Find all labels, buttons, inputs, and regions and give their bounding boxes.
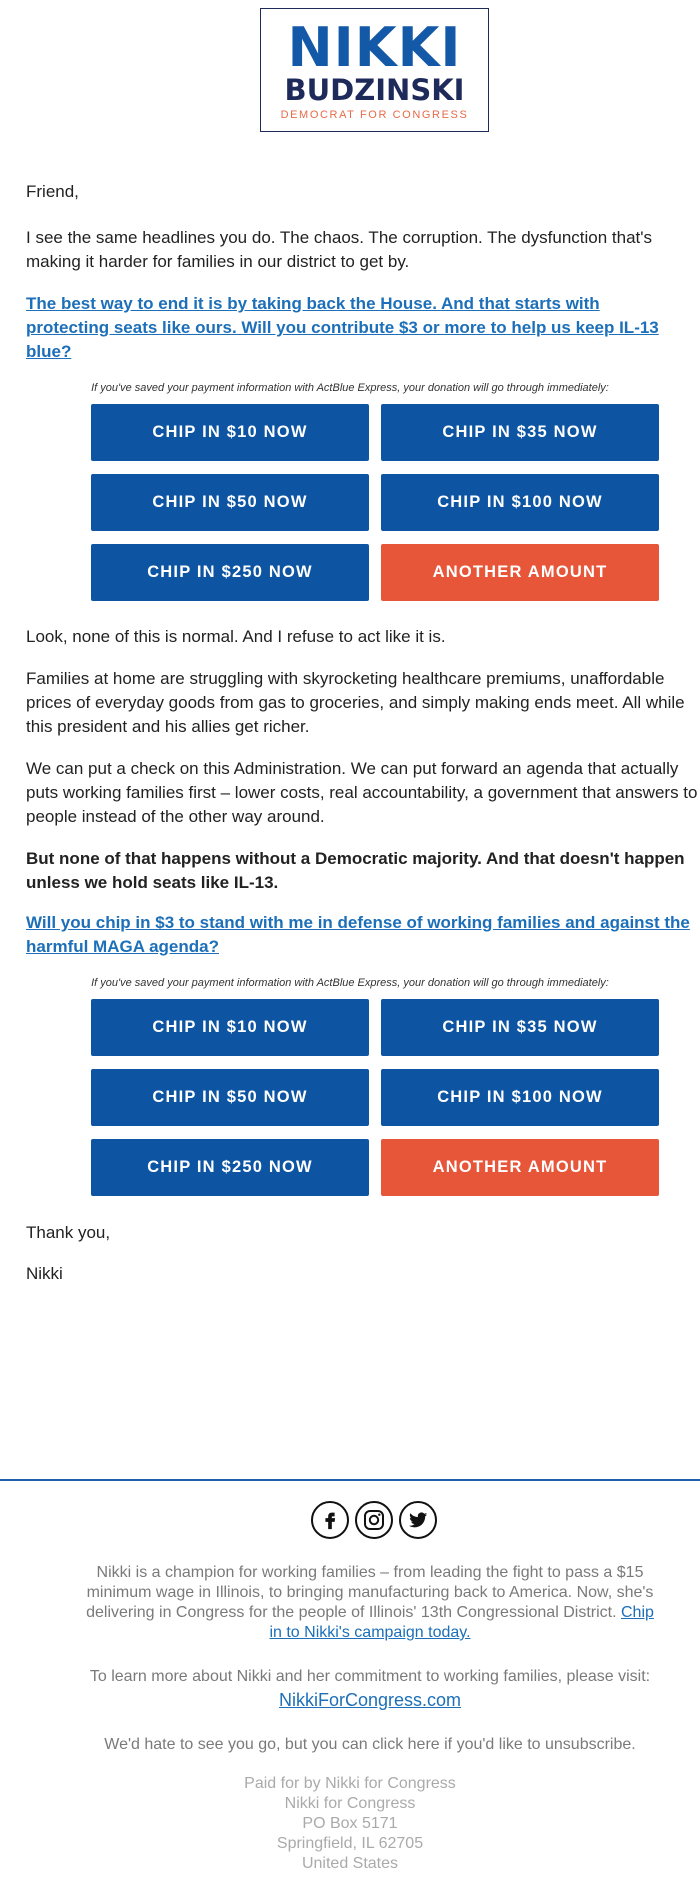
- instagram-icon[interactable]: [355, 1501, 393, 1539]
- learn-more-text: To learn more about Nikki and her commitment to working families, please visit:: [89, 1668, 651, 1685]
- another-amount-button[interactable]: ANOTHER AMOUNT: [381, 544, 659, 601]
- chip-in-10-button-2[interactable]: CHIP IN $10 NOW: [91, 999, 369, 1056]
- chip-in-100-button[interactable]: CHIP IN $100 NOW: [381, 474, 659, 531]
- donate-link-2[interactable]: Will you chip in $3 to stand with me in defense of working families and against the harmful MAGA agenda?: [26, 913, 690, 956]
- signature: Nikki: [26, 1264, 63, 1283]
- chip-in-100-button-2[interactable]: CHIP IN $100 NOW: [381, 1069, 659, 1126]
- logo-first-name: NIKKI: [287, 16, 462, 79]
- country: United States: [301, 1855, 399, 1872]
- chip-in-35-button[interactable]: CHIP IN $35 NOW: [381, 404, 659, 461]
- footer-bio-text: Nikki is a champion for working families – from leading the fight to pass a $15 minimum wage in Illinois, to bringing manufacturing back to America. Now, she's delivering in Congress for the people of Illinois' 13th Congressional District.: [86, 1564, 654, 1621]
- paragraph-link-1[interactable]: [26, 292, 686, 364]
- footer-learn-more: [80, 1667, 660, 1713]
- chip-in-250-button-2[interactable]: CHIP IN $250 NOW: [91, 1139, 369, 1196]
- paragraph-link-2[interactable]: [26, 911, 700, 959]
- website-link[interactable]: NikkiForCongress.com: [278, 1690, 462, 1710]
- donate-link-1[interactable]: The best way to end it is by taking back the House. And that starts with protecting seats like ours. Will you contribute $3 or more to help us keep IL-13 blue?: [26, 294, 659, 361]
- paragraph-check: We can put a check on this Administration. We can put forward an agenda that actually puts working families first – lower costs, real accountability, a government that answers to people instead of the other way around.: [26, 759, 698, 826]
- paragraph-majority: But none of that happens without a Democratic majority. And that doesn't happen unless we hold seats like IL-13.: [26, 849, 685, 892]
- greeting: Friend,: [26, 182, 79, 201]
- paragraph-families: Families at home are struggling with skyrocketing healthcare premiums, unaffordable prices of everyday goods from gas to groceries, and simply making ends meet. All while this president and his allies get richer.: [26, 669, 685, 736]
- footer-chip-in-link[interactable]: Chip in to Nikki's campaign today.: [269, 1604, 654, 1641]
- logo-tagline: DEMOCRAT FOR CONGRESS: [280, 109, 469, 121]
- sign-off: Thank you,: [26, 1223, 111, 1242]
- footer-bio: [80, 1563, 660, 1643]
- twitter-icon[interactable]: [399, 1501, 437, 1539]
- city-state-zip: Springfield, IL 62705: [276, 1835, 424, 1852]
- facebook-icon[interactable]: [311, 1501, 349, 1539]
- paragraph-not-normal: Look, none of this is normal. And I refuse to act like it is.: [26, 627, 446, 646]
- another-amount-button-2[interactable]: ANOTHER AMOUNT: [381, 1139, 659, 1196]
- chip-in-250-button[interactable]: CHIP IN $250 NOW: [91, 544, 369, 601]
- donation-note-1: If you've saved your payment information with ActBlue Express, your donation will go through immediately:: [91, 382, 609, 394]
- paid-for-disclaimer: Paid for by Nikki for Congress: [244, 1775, 456, 1792]
- logo-last-name: BUDZINSKI: [284, 73, 465, 107]
- unsubscribe-text[interactable]: We'd hate to see you go, but you can click here if you'd like to unsubscribe.: [104, 1736, 636, 1753]
- donation-note-2: If you've saved your payment information with ActBlue Express, your donation will go through immediately:: [91, 977, 609, 989]
- po-box: PO Box 5171: [302, 1815, 398, 1832]
- org-name: Nikki for Congress: [284, 1795, 416, 1812]
- campaign-logo: [260, 8, 489, 132]
- chip-in-35-button-2[interactable]: CHIP IN $35 NOW: [381, 999, 659, 1056]
- chip-in-50-button-2[interactable]: CHIP IN $50 NOW: [91, 1069, 369, 1126]
- chip-in-10-button[interactable]: CHIP IN $10 NOW: [91, 404, 369, 461]
- chip-in-50-button[interactable]: CHIP IN $50 NOW: [91, 474, 369, 531]
- paragraph-headlines: I see the same headlines you do. The chaos. The corruption. The dysfunction that's making it harder for families in our district to get by.: [26, 228, 653, 271]
- footer-divider: [0, 1479, 700, 1481]
